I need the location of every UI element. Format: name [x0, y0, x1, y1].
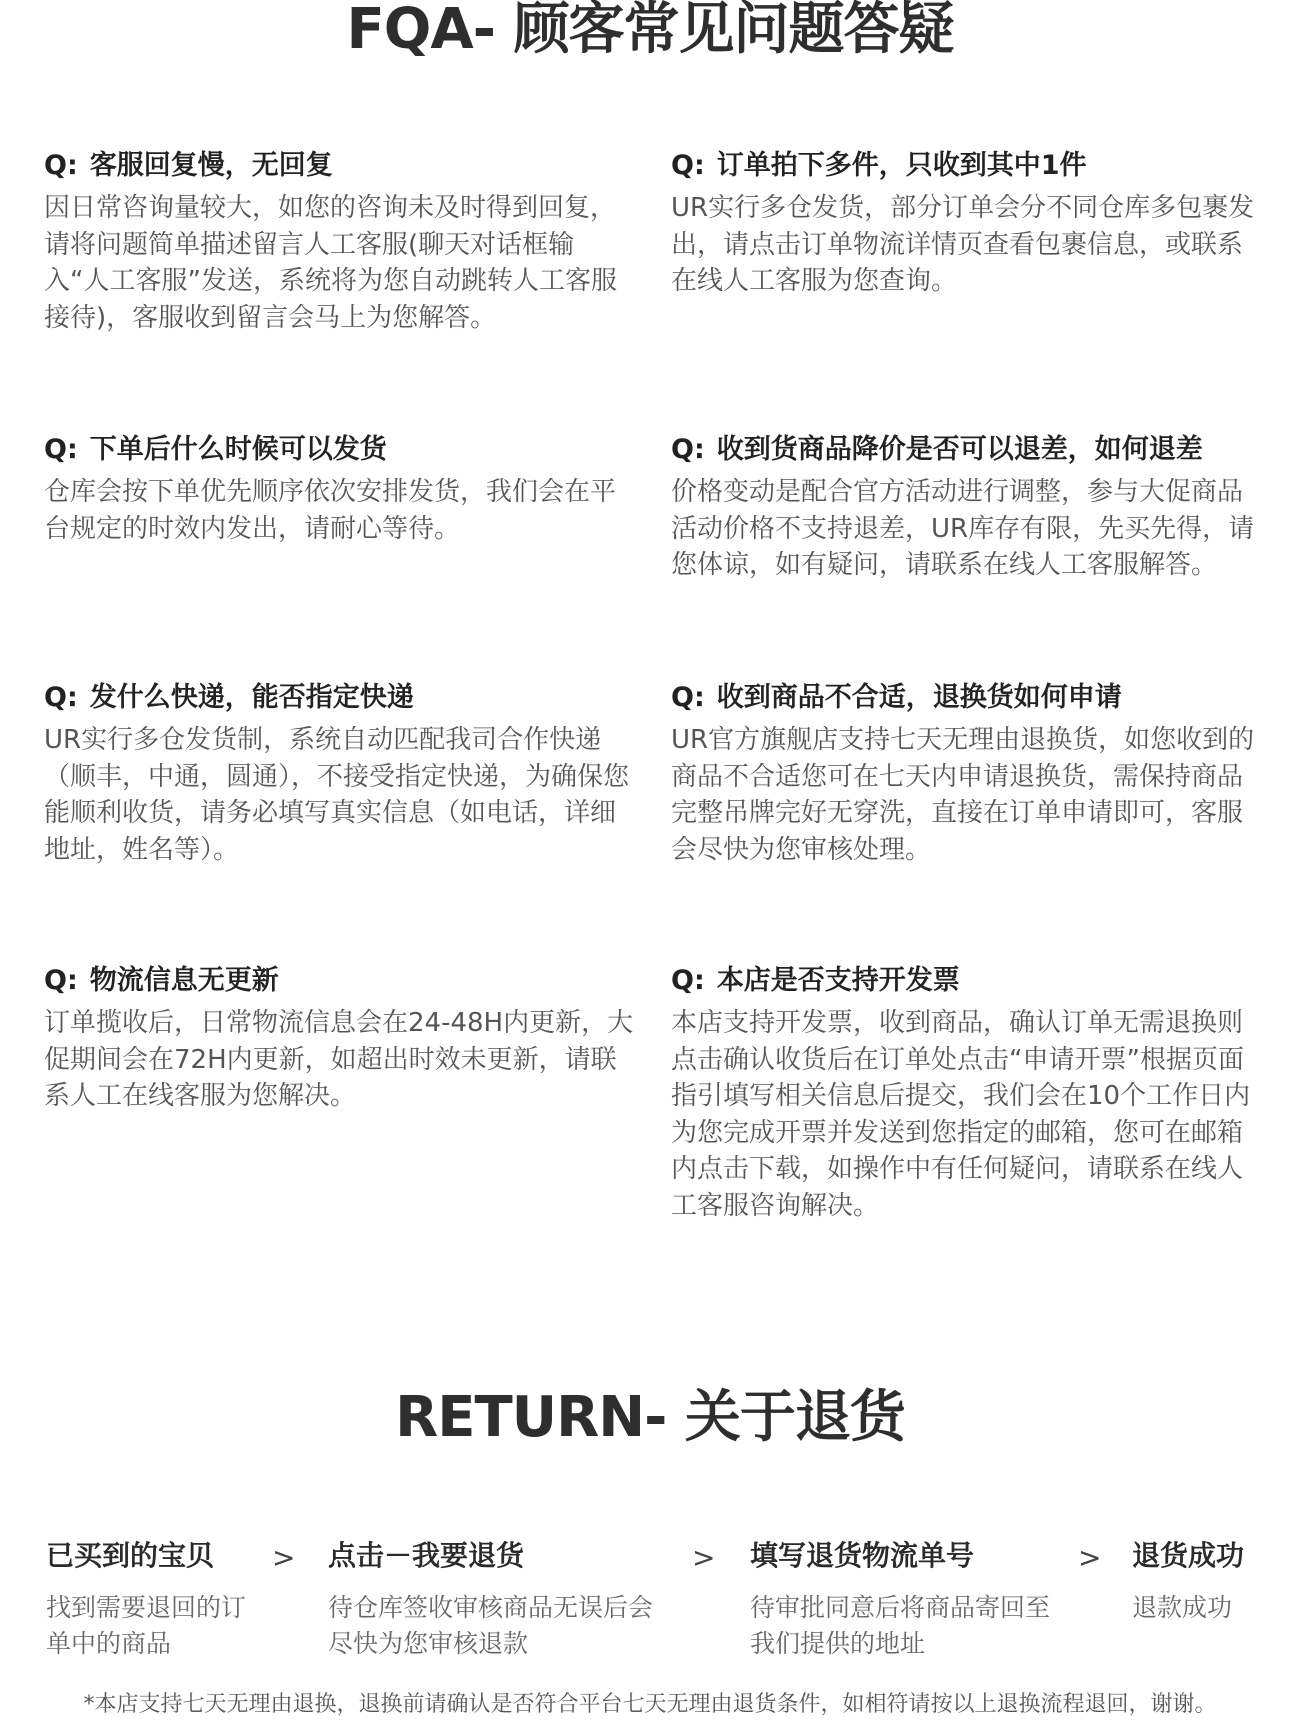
faq-item-5	[44, 680, 634, 868]
faq-answer: 因日常咨询量较大，如您的咨询未及时得到回复，请将问题简单描述留言人工客服(聊天对话框输入“人工客服”发送，系统将为您自动跳转人工客服接待)，客服收到留言会马上为您解答。	[44, 193, 617, 333]
return-step-1	[46, 1536, 266, 1662]
faq-question-text: 订单拍下多件，只收到其中1件	[716, 150, 1087, 181]
faq-item-7	[44, 963, 634, 1115]
step-arrow-icon: >	[692, 1541, 716, 1574]
faq-question	[671, 680, 1261, 716]
q-prefix: Q:	[44, 965, 78, 996]
faq-question-text: 本店是否支持开发票	[716, 965, 960, 996]
faq-item-4	[671, 432, 1261, 584]
faq-answer: UR实行多仓发货，部分订单会分不同仓库多包裹发出，请点击订单物流详情页查看包裹信息，或联系在线人工客服为您查询。	[671, 193, 1255, 296]
step-description: 退款成功	[1132, 1593, 1233, 1622]
q-prefix: Q:	[671, 682, 705, 713]
step-description: 待仓库签收审核商品无误后会尽快为您审核退款	[328, 1593, 654, 1658]
step-title: 退货成功	[1132, 1539, 1245, 1572]
return-step-2	[328, 1536, 658, 1662]
faq-question	[44, 963, 634, 999]
step-title: 填写退货物流单号	[750, 1539, 975, 1572]
faq-answer: UR实行多仓发货制，系统自动匹配我司合作快递（顺丰，中通，圆通），不接受指定快递，为确保您能顺利收货，请务必填写真实信息（如电话，详细地址，姓名等）。	[44, 725, 630, 865]
return-step-4	[1132, 1536, 1282, 1626]
q-prefix: Q:	[44, 682, 78, 713]
faq-question	[44, 680, 634, 716]
step-description: 找到需要退回的订单中的商品	[46, 1593, 247, 1658]
faq-item-3	[44, 432, 634, 547]
faq-item-8	[671, 963, 1261, 1224]
faq-item-2	[671, 148, 1261, 300]
faq-answer: UR官方旗舰店支持七天无理由退换货，如您收到的商品不合适您可在七天内申请退换货，需保持商品完整吊牌完好无穿洗，直接在订单申请即可，客服会尽快为您审核处理。	[671, 725, 1255, 865]
q-prefix: Q:	[44, 434, 78, 465]
q-prefix: Q:	[44, 150, 78, 181]
faq-item-1	[44, 148, 634, 336]
faq-question-text: 收到商品不合适，退换货如何申请	[716, 682, 1122, 713]
step-arrow-icon: >	[272, 1541, 296, 1574]
fqa-title: FQA- 顾客常见问题答疑	[346, 0, 954, 62]
q-prefix: Q:	[671, 434, 705, 465]
q-prefix: Q:	[671, 150, 705, 181]
faq-question-text: 发什么快递，能否指定快递	[89, 682, 414, 713]
return-footnote: *本店支持七天无理由退换，退换前请确认是否符合平台七天无理由退货条件，如相符请按以上退换流程退回，谢谢。	[83, 1692, 1217, 1717]
return-title: RETURN- 关于退货	[395, 1385, 905, 1450]
faq-question-text: 收到货商品降价是否可以退差，如何退差	[716, 434, 1203, 465]
faq-answer: 订单揽收后，日常物流信息会在24-48H内更新，大促期间会在72H内更新，如超出时效未更新，请联系人工在线客服为您解决。	[44, 1008, 634, 1111]
faq-answer: 价格变动是配合官方活动进行调整，参与大促商品活动价格不支持退差，UR库存有限，先买先得，请您体谅，如有疑问，请联系在线人工客服解答。	[671, 477, 1255, 580]
faq-question	[671, 963, 1261, 999]
step-title: 已买到的宝贝	[46, 1539, 215, 1572]
step-arrow-icon: >	[1078, 1541, 1102, 1574]
step-description: 待审批同意后将商品寄回至我们提供的地址	[750, 1593, 1051, 1658]
faq-question	[44, 148, 634, 184]
faq-question	[671, 432, 1261, 468]
step-title: 点击－我要退货	[328, 1539, 525, 1572]
q-prefix: Q:	[671, 965, 705, 996]
faq-question	[671, 148, 1261, 184]
faq-answer: 本店支持开发票，收到商品，确认订单无需退换则点击确认收货后在订单处点击“申请开票”根据页面指引填写相关信息后提交，我们会在10个工作日内为您完成开票并发送到您指定的邮箱，您可在邮箱内点击下载，如操作中有任何疑问，请联系在线人工客服咨询解决。	[671, 1008, 1251, 1221]
faq-item-6	[671, 680, 1261, 868]
faq-question-text: 下单后什么时候可以发货	[89, 434, 387, 465]
return-step-3	[750, 1536, 1060, 1662]
faq-question-text: 客服回复慢，无回复	[89, 150, 333, 181]
faq-question	[44, 432, 634, 468]
faq-answer: 仓库会按下单优先顺序依次安排发货，我们会在平台规定的时效内发出，请耐心等待。	[44, 477, 617, 544]
faq-question-text: 物流信息无更新	[89, 965, 279, 996]
